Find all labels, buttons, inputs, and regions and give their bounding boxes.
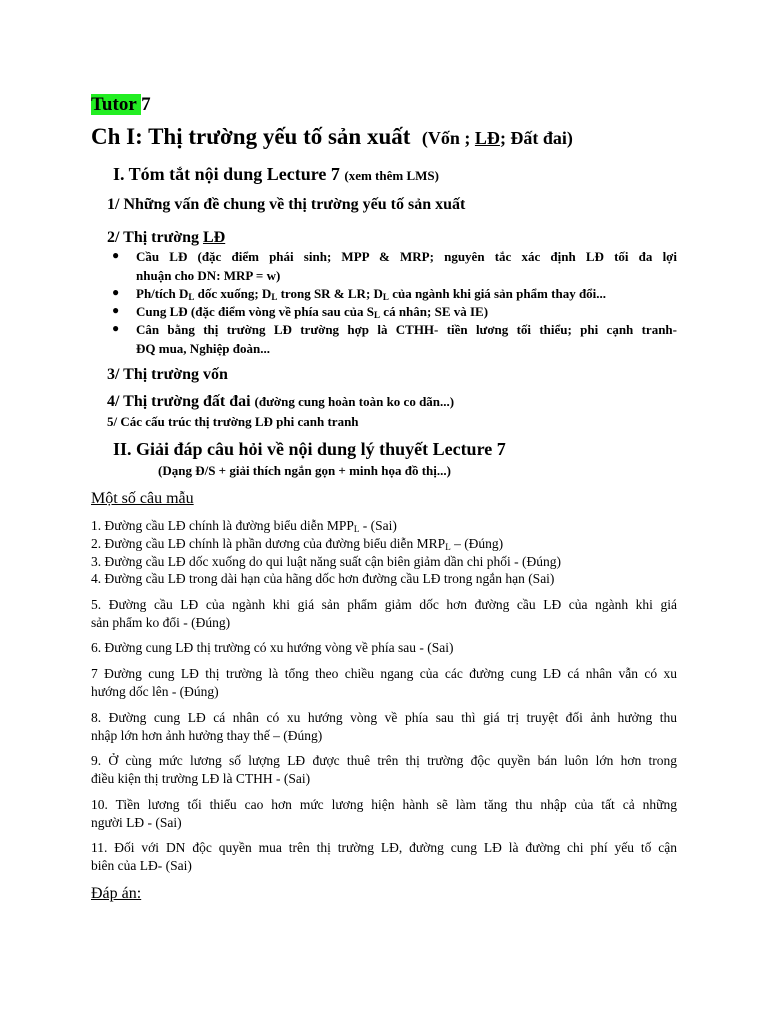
question-9-line-1: 9. Ở cùng mức lương số lượng LĐ được thuê trên thị trường độc quyền bán luôn lớn hơn trong — [91, 753, 677, 768]
bullet-2-sub-3: L — [382, 292, 389, 302]
question-8-line-2: nhập lớn hơn ảnh hưởng thay thế – (Đúng) — [91, 728, 323, 743]
question-10-line-1: 10. Tiền lương tối thiểu cao hơn mức lương hiện hành sẽ làm tăng thu nhập của tất cả những — [91, 797, 677, 812]
bullet-4-line-1: Cân bằng thị trường LĐ trường hợp là CTHH- tiền lương tối thiểu; phi cạnh tranh- — [136, 322, 677, 337]
section-2-note: (Dạng Đ/S + giải thích ngắn gọn + minh họa đồ thị...) — [158, 463, 451, 478]
tutor-number: 7 — [141, 94, 151, 115]
bullet-4-line-2: ĐQ mua, Nghiệp đoàn... — [136, 341, 270, 356]
subsection-4-note: (đường cung hoàn toàn ko co dãn...) — [254, 394, 455, 409]
section-1-heading-text: I. Tóm tắt nội dung Lecture 7 — [113, 164, 340, 184]
bullet-dot: ● — [112, 285, 120, 299]
section-2-heading: II. Giải đáp câu hỏi về nội dung lý thuyết Lecture 7 — [113, 439, 506, 459]
question-3: 3. Đường cầu LĐ dốc xuống do qui luật năng suất cận biên giảm dần chi phối - (Đúng) — [91, 554, 561, 569]
answer-title: Đáp án: — [91, 885, 142, 902]
question-6: 6. Đường cung LĐ thị trường có xu hướng vòng về phía sau - (Sai) — [91, 640, 454, 655]
bullet-2-d: của ngành khi giá sản phẩm thay đổi... — [388, 286, 607, 301]
bullet-dot: ● — [112, 303, 120, 317]
question-11-line-2: biên của LĐ- (Sai) — [91, 858, 192, 873]
bullet-2-c: trong SR & LR; D — [277, 286, 383, 301]
tutor-highlight: Tutor — [91, 94, 142, 115]
question-1-b: - (Sai) — [359, 518, 397, 533]
tutor-label — [91, 94, 151, 116]
bullet-3-b: cá nhân; SE và IE) — [380, 304, 489, 319]
question-2 — [91, 536, 503, 552]
chapter-paren-a: (Vốn ; — [421, 128, 475, 148]
question-9-line-2: điều kiện thị trường LĐ là CTHH - (Sai) — [91, 771, 311, 786]
question-2-sub: L — [445, 542, 451, 552]
subsection-4-text: 4/ Thị trường đất đai — [107, 393, 251, 410]
subsection-1: 1/ Những vấn đề chung về thị trường yếu tố sản xuất — [107, 196, 466, 213]
question-5-line-2: sản phẩm ko đổi - (Đúng) — [91, 615, 231, 630]
question-1-a: 1. Đường cầu LĐ chính là đường biểu diễn MPP — [91, 518, 354, 533]
question-10-line-2: người LĐ - (Sai) — [91, 815, 182, 830]
question-7-line-2: hướng dốc lên - (Đúng) — [91, 684, 219, 699]
section-1-heading-note: (xem thêm LMS) — [344, 168, 439, 183]
question-4: 4. Đường cầu LĐ trong dài hạn của hãng dốc hơn đường cầu LĐ trong ngắn hạn (Sai) — [91, 571, 555, 586]
subsection-4 — [107, 393, 454, 411]
chapter-paren — [422, 128, 573, 148]
bullet-3-sub: L — [374, 310, 381, 320]
chapter-paren-b: ; Đất đai) — [499, 128, 573, 148]
bullet-3 — [136, 304, 488, 320]
question-2-b: – (Đúng) — [450, 536, 504, 551]
bullet-dot: ● — [112, 321, 120, 335]
bullet-2-sub-2: L — [271, 292, 278, 302]
question-7-line-1: 7 Đường cung LĐ thị trường là tổng theo chiều ngang của các đường cung LĐ cá nhân vẫn có xu — [91, 666, 677, 681]
question-8-line-1: 8. Đường cung LĐ cá nhân có xu hướng vòng về phía sau thì giá trị truyệt đối ảnh hưởng thu — [91, 710, 677, 725]
bullet-3-a: Cung LĐ (đặc điểm vòng về phía sau của S — [136, 304, 375, 319]
bullet-2-sub-1: L — [188, 292, 195, 302]
subsection-2-prefix: 2/ Thị trường — [107, 229, 203, 246]
questions-title: Một số câu mẫu — [91, 490, 194, 507]
subsection-5: 5/ Các cấu trúc thị trường LĐ phi canh tranh — [107, 414, 359, 429]
chapter-title — [91, 124, 573, 150]
bullet-dot: ● — [112, 248, 120, 262]
question-5-line-1: 5. Đường cầu LĐ của ngành khi giá sản phẩm giảm dốc hơn đường cầu LĐ của ngành khi giá — [91, 597, 677, 612]
subsection-2 — [107, 229, 225, 247]
chapter-title-text: Ch I: Thị trường yếu tố sản xuất — [91, 124, 411, 149]
bullet-2-a: Ph/tích D — [136, 286, 189, 301]
chapter-paren-ld: LĐ — [474, 128, 500, 148]
bullet-1-line-2: nhuận cho DN: MRP = w) — [136, 268, 281, 283]
bullet-2-b: dốc xuống; D — [194, 286, 272, 301]
question-1 — [91, 518, 397, 534]
subsection-3: 3/ Thị trường vốn — [107, 366, 228, 383]
bullet-2 — [136, 286, 606, 302]
question-1-sub: L — [353, 524, 360, 534]
question-2-a: 2. Đường cầu LĐ chính là phần dương của đường biểu diễn MRP — [91, 536, 446, 551]
question-11-line-1: 11. Đối với DN độc quyền mua trên thị trường LĐ, đường cung LĐ là đường chi phí yếu tố cận — [91, 840, 677, 855]
bullet-1-line-1: Cầu LĐ (đặc điểm phái sinh; MPP & MRP; nguyên tắc xác định LĐ tối đa lợi — [136, 249, 677, 264]
section-1-heading — [113, 164, 439, 185]
subsection-2-ld: LĐ — [202, 229, 226, 246]
